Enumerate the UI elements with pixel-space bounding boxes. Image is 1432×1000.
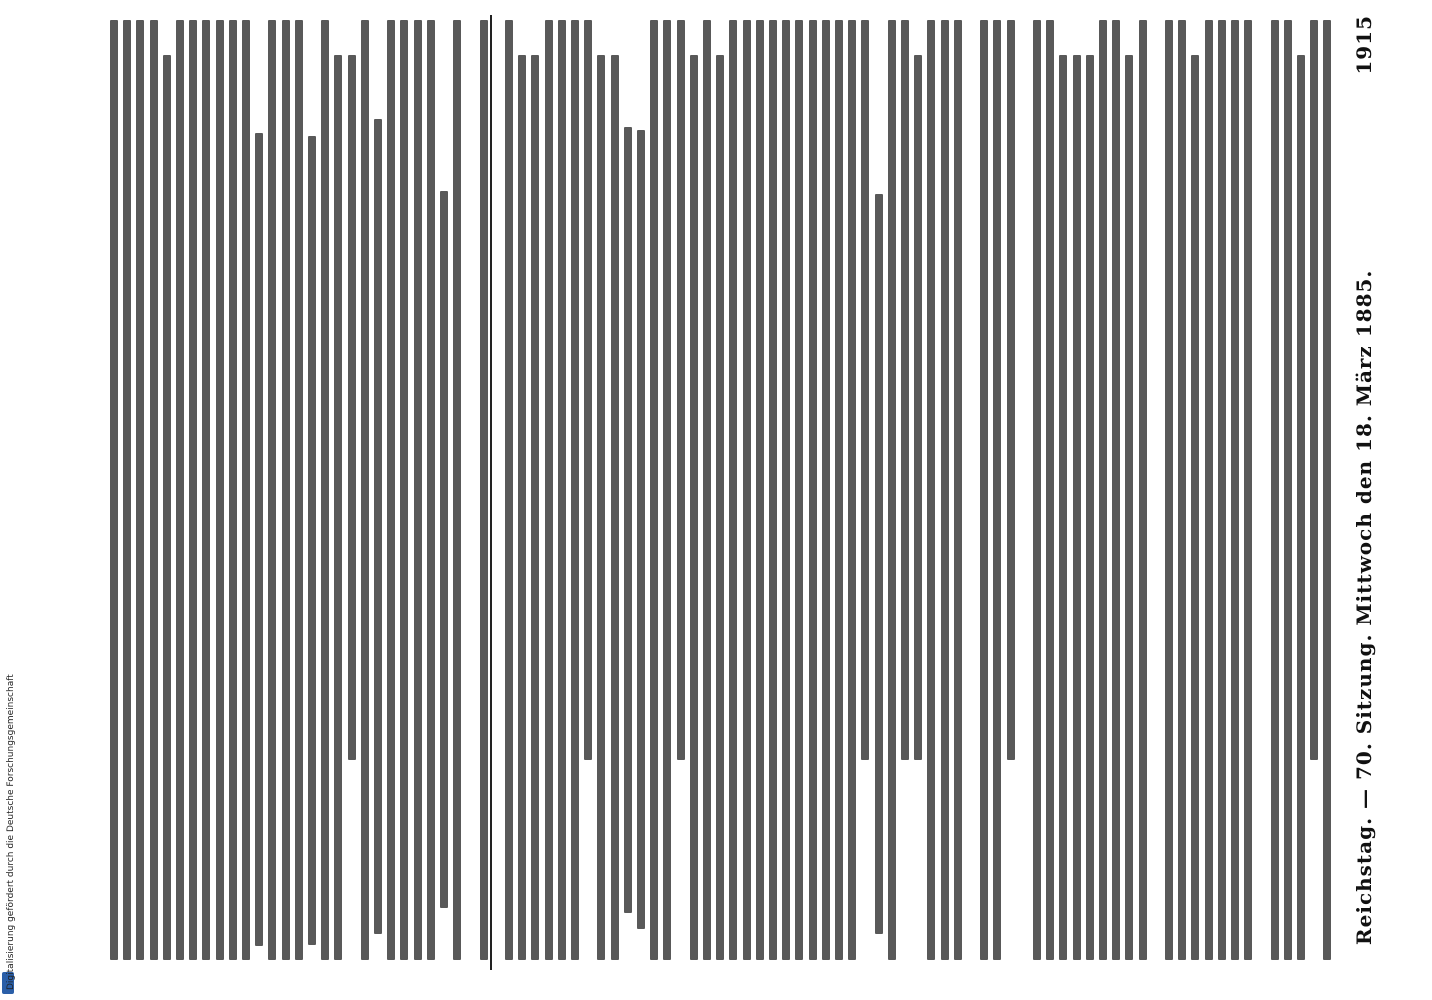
text-line [690,55,698,960]
text-line [518,55,526,960]
text-line [716,55,724,960]
text-line [835,20,843,960]
digitization-note: Digitalisierung gefördert durch die Deutsche Forschungsgemeinschaft [6,674,16,990]
text-line [888,20,896,960]
text-line [769,20,777,960]
text-line [1033,20,1041,960]
text-line [1073,55,1081,960]
text-line [980,20,988,960]
text-line [558,20,566,960]
text-line [1271,20,1279,960]
text-line [927,20,935,960]
header-text: Reichstag. — 70. Sitzung. Mittwoch den 18. März 1885. [1352,269,1376,945]
text-line [993,20,1001,960]
text-line [822,20,830,960]
text-line [756,20,764,960]
text-line [1099,20,1107,960]
text-line [571,20,579,960]
text-line [584,20,592,760]
text-line [650,20,658,960]
text-line [624,127,632,913]
text-line [809,20,817,960]
text-line [729,20,737,960]
text-line [1244,20,1252,960]
text-line [531,55,539,960]
text-line [1231,20,1239,960]
text-line [1205,20,1213,960]
text-line [677,20,685,760]
text-line [743,20,751,960]
text-line [914,55,922,760]
text-line [1007,20,1015,760]
text-line [1125,55,1133,960]
text-line [1139,20,1147,960]
text-line [1178,20,1186,960]
text-line [941,20,949,960]
text-line [875,194,883,934]
text-line [1218,20,1226,960]
text-line [545,20,553,960]
text-line [861,20,869,760]
text-line [1046,20,1054,960]
text-line [597,55,605,960]
text-line [1323,20,1331,960]
text-line [1112,20,1120,960]
text-line [1086,55,1094,960]
text-line [1059,55,1067,960]
text-line [1191,55,1199,960]
text-line [663,20,671,960]
text-line [848,20,856,960]
text-line [1165,20,1173,960]
text-line [795,20,803,960]
text-line [1310,20,1318,760]
text-line [901,20,909,760]
text-line [637,130,645,929]
text-line [954,20,962,960]
text-line [703,20,711,960]
text-line [1284,20,1292,960]
text-line [782,20,790,960]
text-line [1297,55,1305,960]
text-line [611,55,619,960]
page-number: 1915 [1352,15,1376,75]
text-line [505,20,513,960]
